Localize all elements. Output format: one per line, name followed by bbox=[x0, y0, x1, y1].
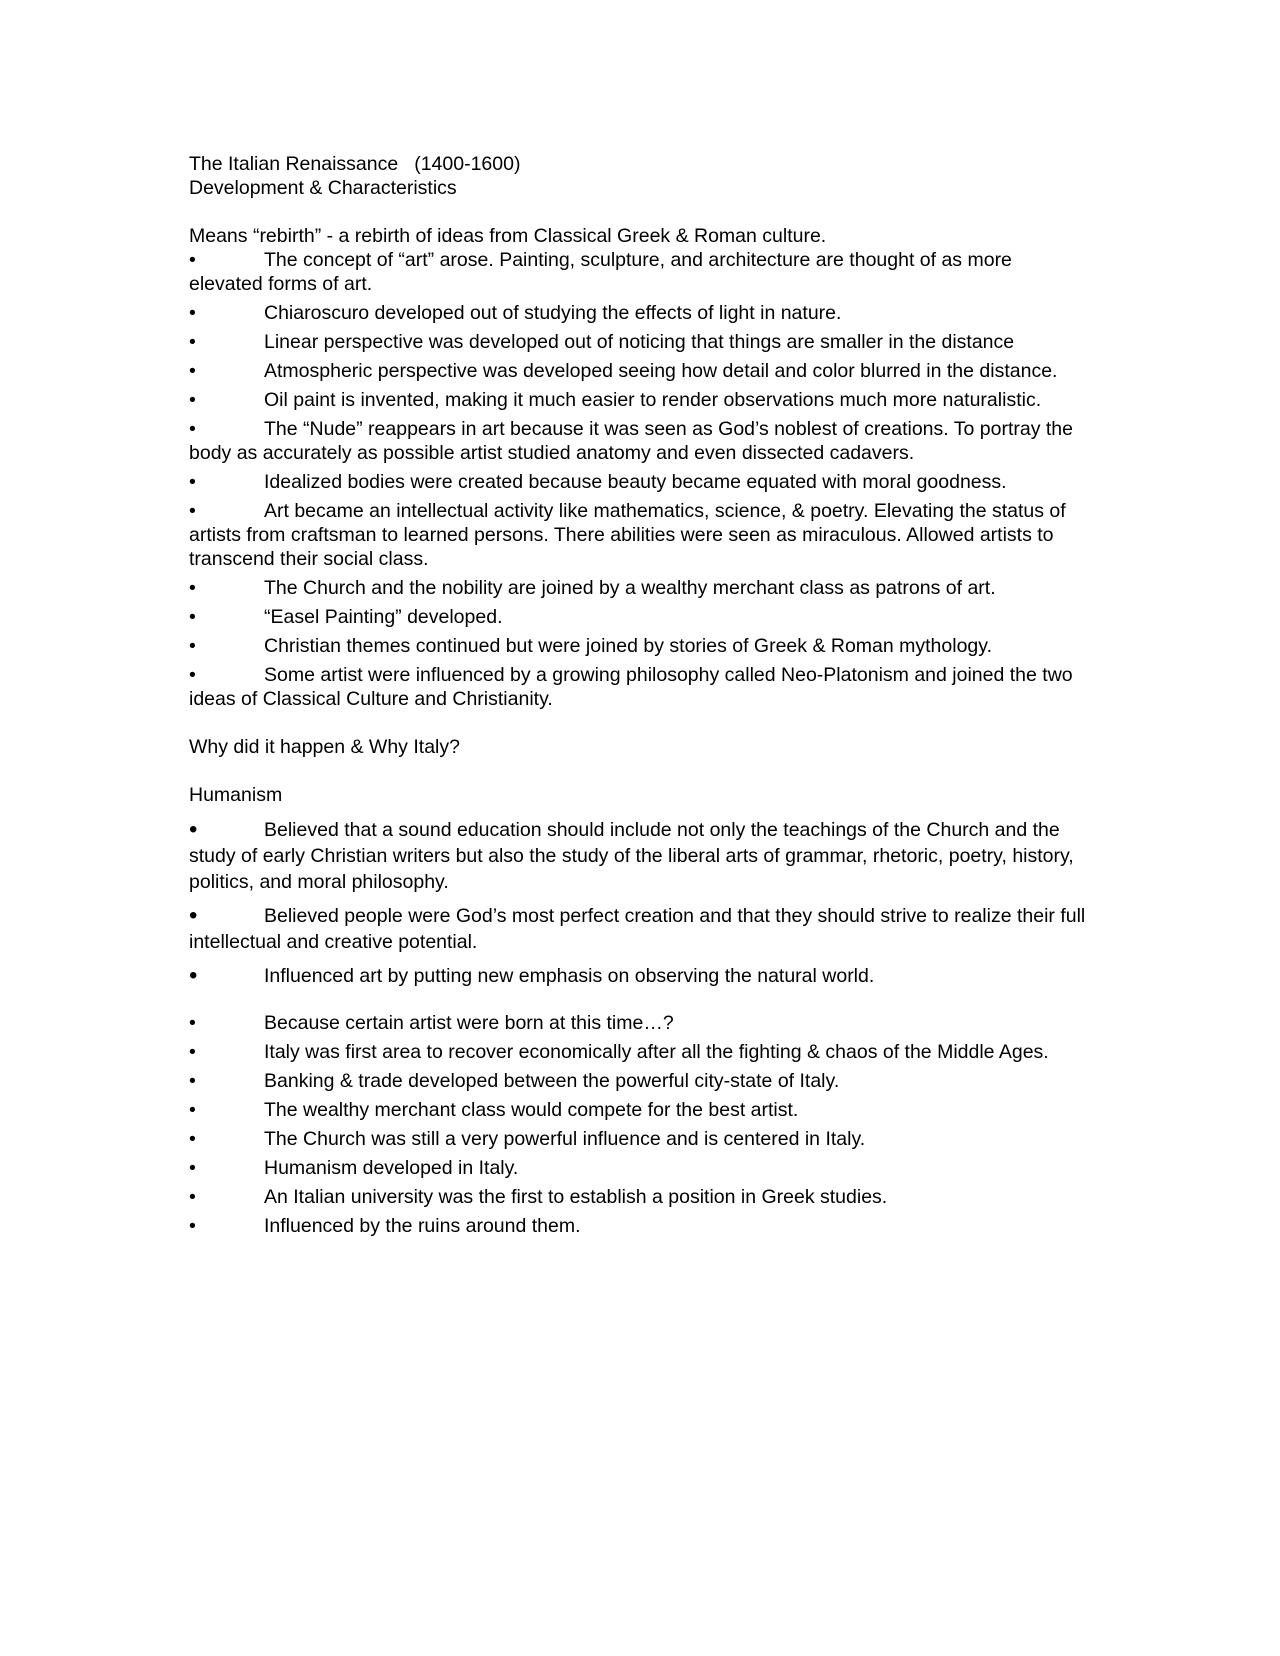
list-item-text: Atmospheric perspective was developed seeing how detail and color blurred in the distance. bbox=[264, 360, 1058, 382]
list-item-text: An Italian university was the first to establish a position in Greek studies. bbox=[264, 1186, 888, 1208]
list-item-text: Banking & trade developed between the powerful city-state of Italy. bbox=[264, 1070, 840, 1092]
list-item-text: The Church and the nobility are joined by a wealthy merchant class as patrons of art. bbox=[264, 577, 996, 599]
humanism-heading: Humanism bbox=[189, 784, 283, 806]
title-line bbox=[189, 152, 1089, 176]
bullet-icon: • bbox=[189, 606, 196, 628]
bullet-icon: • bbox=[189, 418, 196, 440]
bullet-icon: • bbox=[189, 1012, 196, 1034]
document-subtitle: Development & Characteristics bbox=[189, 177, 457, 199]
list-item-text: Humanism developed in Italy. bbox=[264, 1157, 519, 1179]
list-item-text: Because certain artist were born at this time…? bbox=[264, 1012, 674, 1034]
bullet-icon: • bbox=[189, 902, 198, 929]
bullet-icon: • bbox=[189, 1215, 196, 1237]
list-item bbox=[189, 1040, 1089, 1064]
list-item bbox=[189, 1185, 1089, 1209]
document-header bbox=[189, 152, 1089, 200]
list-item bbox=[189, 359, 1089, 383]
bullet-icon: • bbox=[189, 1070, 196, 1092]
bullet-icon: • bbox=[189, 1099, 196, 1121]
list-item-text: Some artist were influenced by a growing philosophy called Neo-Platonism and joined the two ideas of Classical Culture and Christianity. bbox=[189, 664, 1073, 710]
list-item-text: Christian themes continued but were joined by stories of Greek & Roman mythology. bbox=[264, 635, 992, 657]
bullet-icon: • bbox=[189, 816, 198, 843]
bullet-icon: • bbox=[189, 962, 198, 989]
list-item bbox=[189, 1098, 1089, 1122]
list-item bbox=[189, 1069, 1089, 1093]
list-item bbox=[189, 576, 1089, 600]
list-item bbox=[189, 417, 1089, 465]
list-item bbox=[189, 663, 1089, 711]
list-item bbox=[189, 605, 1089, 629]
list-item-text: Influenced by the ruins around them. bbox=[264, 1215, 581, 1237]
list-item-text: Influenced art by putting new emphasis on observing the natural world. bbox=[264, 965, 875, 987]
document-page bbox=[189, 152, 1089, 1243]
list-item bbox=[189, 903, 1089, 955]
bullet-icon: • bbox=[189, 577, 196, 599]
bullet-icon: • bbox=[189, 471, 196, 493]
list-item bbox=[189, 1127, 1089, 1151]
document-dates: (1400-1600) bbox=[414, 153, 521, 175]
list-item-text: The concept of “art” arose. Painting, sculpture, and architecture are thought of as more elevated forms of art. bbox=[189, 249, 1012, 295]
list-item bbox=[189, 634, 1089, 658]
list-item bbox=[189, 963, 1089, 989]
list-item bbox=[189, 1156, 1089, 1180]
list-item-text: Linear perspective was developed out of noticing that things are smaller in the distance bbox=[264, 331, 1015, 353]
list-item bbox=[189, 248, 1089, 296]
bullet-icon: • bbox=[189, 1041, 196, 1063]
bullet-icon: • bbox=[189, 635, 196, 657]
list-item bbox=[189, 1011, 1089, 1035]
bullet-icon: • bbox=[189, 1157, 196, 1179]
bullet-icon: • bbox=[189, 1186, 196, 1208]
list-item-text: Idealized bodies were created because beauty became equated with moral goodness. bbox=[264, 471, 1007, 493]
list-item-text: “Easel Painting” developed. bbox=[264, 606, 503, 628]
list-item-text: The Church was still a very powerful influence and is centered in Italy. bbox=[264, 1128, 866, 1150]
list-item-text: Oil paint is invented, making it much easier to render observations much more naturalistic. bbox=[264, 389, 1042, 411]
bullet-icon: • bbox=[189, 331, 196, 353]
bullet-icon: • bbox=[189, 360, 196, 382]
list-item bbox=[189, 499, 1089, 571]
bullet-icon: • bbox=[189, 249, 196, 271]
list-item-text: Chiaroscuro developed out of studying the effects of light in nature. bbox=[264, 302, 842, 324]
bullet-icon: • bbox=[189, 302, 196, 324]
list-item-text: Believed people were God’s most perfect creation and that they should strive to realize their full intellectual and creative potential. bbox=[189, 905, 1086, 953]
list-item-text: Believed that a sound education should include not only the teachings of the Church and the study of early Christian writers but also the study of the liberal arts of grammar, rhetoric, poetry, history, politics, and moral philosophy. bbox=[189, 819, 1074, 893]
list-item bbox=[189, 817, 1089, 895]
list-item-text: The wealthy merchant class would compete for the best artist. bbox=[264, 1099, 799, 1121]
intro-paragraph: Means “rebirth” - a rebirth of ideas from Classical Greek & Roman culture. bbox=[189, 225, 827, 247]
list-item bbox=[189, 301, 1089, 325]
reasons-list bbox=[189, 1011, 1089, 1238]
list-item-text: Italy was first area to recover economically after all the fighting & chaos of the Middle Ages. bbox=[264, 1041, 1049, 1063]
list-item-text: The “Nude” reappears in art because it was seen as God’s noblest of creations. To portray the body as accurately as possible artist studied anatomy and even dissected cadavers. bbox=[189, 418, 1073, 464]
bullet-icon: • bbox=[189, 389, 196, 411]
list-item bbox=[189, 1214, 1089, 1238]
bullet-icon: • bbox=[189, 664, 196, 686]
list-item bbox=[189, 388, 1089, 412]
document-title: The Italian Renaissance bbox=[189, 153, 399, 175]
humanism-list bbox=[189, 817, 1089, 989]
bullet-icon: • bbox=[189, 1128, 196, 1150]
list-item bbox=[189, 330, 1089, 354]
bullet-icon: • bbox=[189, 500, 196, 522]
characteristics-list bbox=[189, 248, 1089, 711]
why-heading: Why did it happen & Why Italy? bbox=[189, 736, 460, 758]
list-item bbox=[189, 470, 1089, 494]
list-item-text: Art became an intellectual activity like mathematics, science, & poetry. Elevating the status of artists from craftsman to learned persons. There abilities were seen as miraculous. Allowed artists to transcend their social class. bbox=[189, 500, 1066, 570]
